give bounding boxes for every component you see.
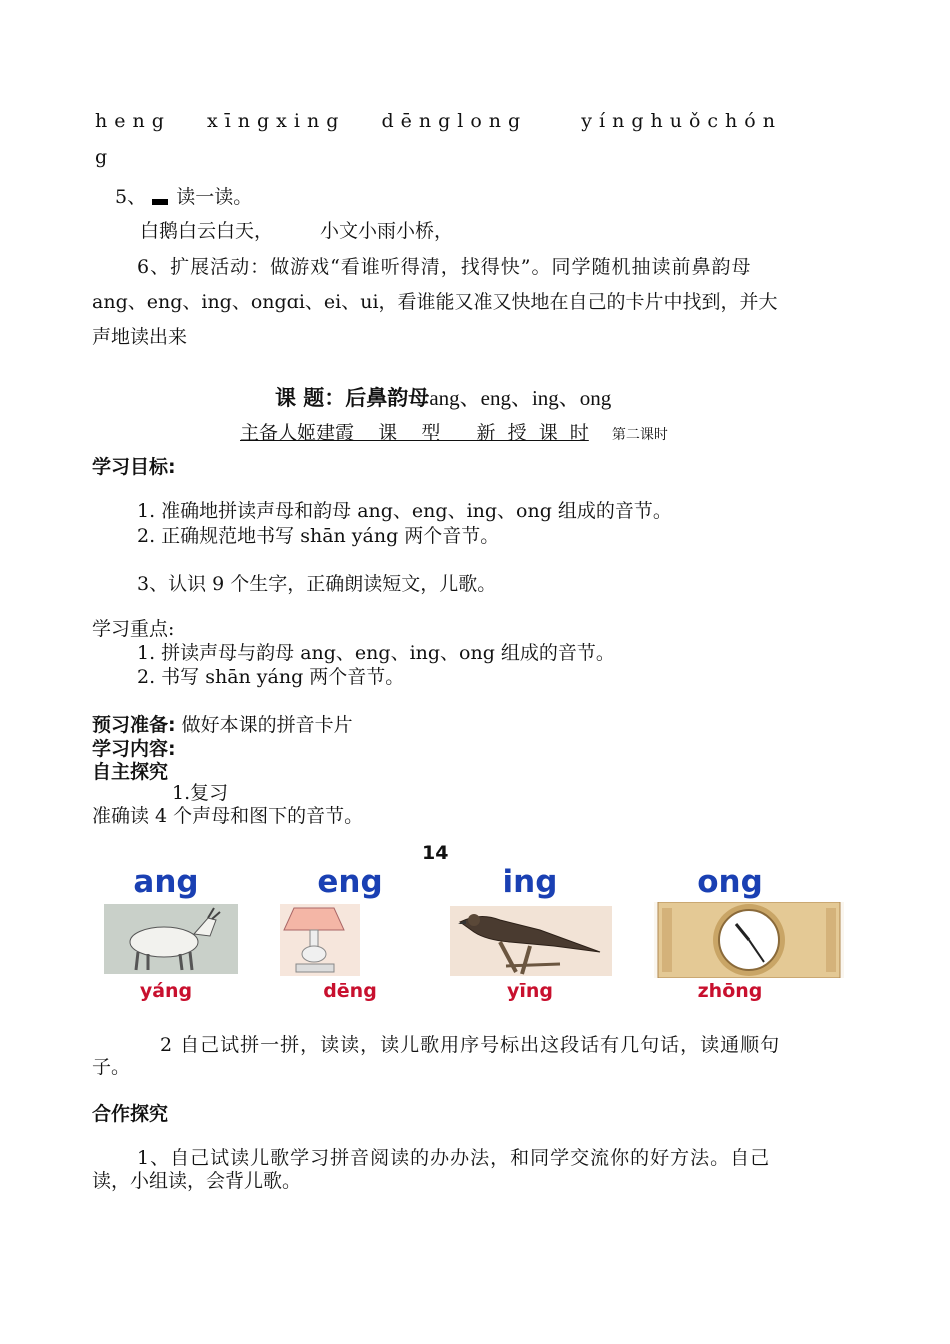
prep-text: 做好本课的拼音卡片: [181, 714, 353, 736]
lesson-subtitle-row: [240, 418, 668, 445]
content-heading: 学习内容:: [92, 738, 176, 760]
item-5-number: 5、: [115, 186, 147, 208]
lesson-title-cn: 课 题：后鼻韵母: [275, 386, 430, 410]
pinyin-3: dēnglong: [381, 110, 528, 132]
objective-1: 1. 准确地拼读声母和韵母 ang、eng、ing、ong 组成的音节。: [137, 500, 672, 522]
figure-page-number: 14: [422, 842, 449, 864]
finals-label: ang: [133, 864, 199, 900]
read-words-b: 小文小雨小桥，: [320, 220, 454, 242]
eagle-icon: [450, 906, 612, 980]
pinyin-1: heng: [95, 110, 171, 132]
syllable-label: yīng: [506, 980, 554, 1002]
syllable-label: zhōng: [697, 980, 763, 1002]
item-5-text: 读一读。: [176, 186, 253, 208]
pinyin-4: yínghuǒchón: [581, 110, 782, 132]
focus-1: 1. 拼读声母与韵母 ang、eng、ing、ong 组成的音节。: [137, 642, 615, 664]
item-2-line2: 子。: [92, 1056, 131, 1078]
speaker-icon: [152, 199, 168, 205]
card-eng: [280, 862, 430, 1012]
card-ang: [96, 862, 246, 1012]
item-6-line3: 声地读出来: [92, 326, 188, 348]
lesson-title-latin: ang、eng、ing、ong: [429, 386, 612, 410]
lesson-title: [275, 382, 611, 412]
syllable-label: yáng: [139, 980, 193, 1002]
item-5: [115, 182, 252, 209]
prep-row: [92, 710, 353, 737]
pinyin-row: [95, 110, 782, 132]
coop-line1: 1、自己试读儿歌学习拼音阅读的办办法，和同学交流你的好方法。自己: [137, 1147, 771, 1169]
lesson-subtitle: 主备人姬建霞 课 型 新 授 课 时: [240, 422, 589, 444]
finals-label: ing: [502, 864, 558, 900]
card-ing: [460, 862, 620, 1012]
item-6-line1: 6、扩展活动：做游戏“看谁听得清，找得快”。同学随机抽读前鼻韵母: [137, 256, 752, 278]
card-ong: [660, 862, 850, 1012]
item-6-line2: ang、eng、ing、ongɑi、ei、ui，看谁能又准又快地在自己的卡片中找到，并大: [92, 291, 778, 313]
goat-icon: [104, 904, 238, 978]
objective-2: 2. 正确规范地书写 shān yáng 两个音节。: [137, 525, 500, 547]
lesson-period: 第二课时: [611, 427, 668, 443]
objectives-heading: 学习目标:: [92, 456, 176, 478]
finals-label: ong: [697, 864, 763, 900]
objective-3: 3、认识 9 个生字，正确朗读短文，儿歌。: [137, 573, 497, 595]
read-words-a: 白鹅白云白天，: [140, 220, 274, 242]
syllable-label: dēng: [323, 980, 377, 1002]
item-2-line1: 2 自己试拼一拼，读读，读儿歌用序号标出这段话有几句话，读通顺句: [160, 1034, 781, 1056]
pinyin-wrap: g: [95, 146, 115, 168]
coop-line2: 读，小组读，会背儿歌。: [92, 1170, 302, 1192]
finals-label: eng: [317, 864, 383, 900]
prep-label: 预习准备:: [92, 714, 176, 736]
review-label: 1.复习: [172, 782, 229, 804]
focus-2: 2. 书写 shān yáng 两个音节。: [137, 666, 405, 688]
review-instruction: 准确读 4 个声母和图下的音节。: [92, 805, 364, 827]
self-explore-heading: 自主探究: [92, 761, 169, 783]
focus-heading: 学习重点:: [92, 618, 175, 640]
lamp-icon: [280, 904, 360, 980]
pinyin-2: xīngxing: [206, 110, 346, 132]
clock-icon: [654, 902, 844, 982]
coop-heading: 合作探究: [92, 1103, 169, 1125]
